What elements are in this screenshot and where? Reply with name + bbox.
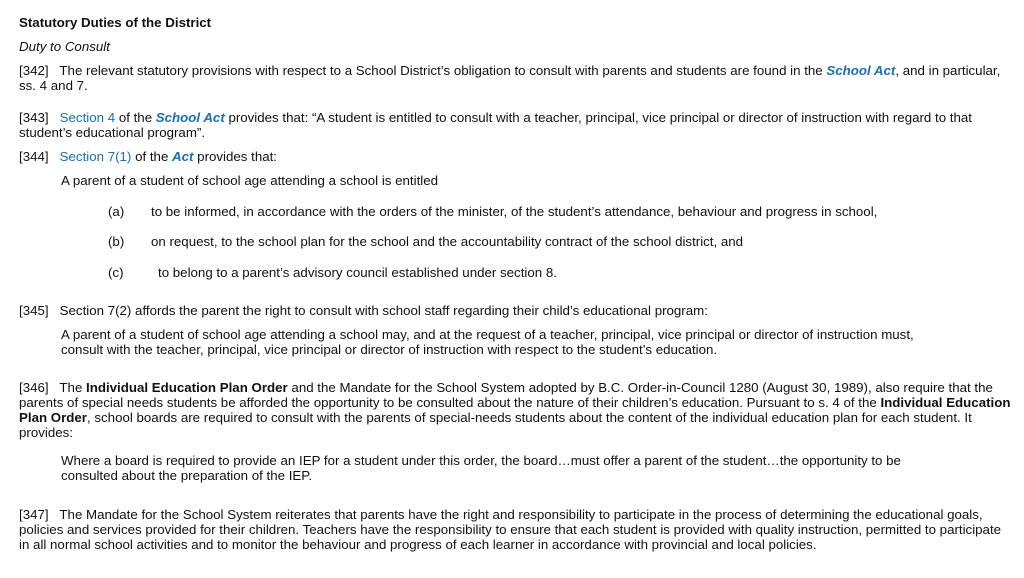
section-subheading: Duty to Consult xyxy=(19,39,110,54)
quote-344: A parent of a student of school age attending a school is entitled xyxy=(61,173,439,188)
paragraph-347 xyxy=(19,507,1014,552)
paragraph-343 xyxy=(19,110,1014,140)
paragraph-number: [342] xyxy=(19,63,49,78)
paragraph-text: Section 7(2) affords the parent the right to consult with school staff regarding their child’s educational program: xyxy=(59,303,708,318)
quote-346: Where a board is required to provide an IEP for a student under this order, the board…must offer a parent of the student…the opportunity to be consulted about the preparation of the IEP. xyxy=(61,453,901,483)
paragraph-344 xyxy=(19,149,1014,164)
paragraph-number: [346] xyxy=(19,380,49,395)
list-text: on request, to the school plan for the school and the accountability contract of the school district, and xyxy=(151,234,744,249)
paragraph-text: of the xyxy=(115,110,156,125)
paragraph-346 xyxy=(19,380,1014,440)
list-label: (b) xyxy=(108,234,125,249)
list-label: (c) xyxy=(108,265,124,280)
paragraph-text: The Mandate for the School System reiterates that parents have the right and responsibility to participate in the process of determining the educational goals, policies and services provided for their children. Teachers have the responsibility to ensure that each student is provided with quality instruction, permitted to participate in all normal school activities and to monitor the behaviour and progress of each learner in accordance with provincial and local policies. xyxy=(19,507,1002,552)
paragraph-number: [345] xyxy=(19,303,49,318)
school-act-link[interactable]: School Act xyxy=(155,110,225,125)
paragraph-text: and the Mandate for the School System adopted by B.C. Order-in-Council 1280 (August 30, 1989), also require that the parents of special needs students be afforded the opportunity to be consulted about the nature of their children’s education. Pursuant to s. 4 of the xyxy=(19,380,993,410)
section-heading: Statutory Duties of the District xyxy=(19,15,212,30)
paragraph-text: of the xyxy=(131,149,173,164)
iep-order-title: Individual Education Plan Order xyxy=(19,395,1011,425)
list-label: (a) xyxy=(108,204,125,219)
paragraph-text: provides that: xyxy=(193,149,278,164)
paragraph-text: The relevant statutory provisions with respect to a School District’s obligation to consult with parents and students are found in the xyxy=(59,63,827,78)
act-link[interactable]: Act xyxy=(172,149,194,164)
paragraph-number: [343] xyxy=(19,110,49,125)
section-7-1-link[interactable]: Section 7(1) xyxy=(59,149,132,164)
paragraph-text: The xyxy=(59,380,87,395)
iep-order-title: Individual Education Plan Order xyxy=(86,380,288,395)
quote-345: A parent of a student of school age attending a school may, and at the request of a teacher, principal, vice principal or director of instruction must, consult with the teacher, principal, vice principal or director of instruction with respect to the student’s education. xyxy=(61,327,914,357)
paragraph-number: [344] xyxy=(19,149,49,164)
paragraph-text: , school boards are required to consult with the parents of special-needs students about the content of the individual education plan for each student. It provides: xyxy=(19,410,972,440)
list-text: to belong to a parent’s advisory council established under section 8. xyxy=(158,265,557,280)
paragraph-text: , and in particular, ss. 4 and 7. xyxy=(19,63,1001,93)
paragraph-number: [347] xyxy=(19,507,49,522)
paragraph-345 xyxy=(19,303,1014,318)
section-4-link[interactable]: Section 4 xyxy=(59,110,116,125)
paragraph-text: provides that: “A student is entitled to consult with a teacher, principal, vice principal or director of instruction with regard to that student’s educational program”. xyxy=(19,110,972,140)
school-act-link[interactable]: School Act xyxy=(826,63,896,78)
list-text: to be informed, in accordance with the orders of the minister, of the student’s attendance, behaviour and progress in school, xyxy=(151,204,878,219)
paragraph-342 xyxy=(19,63,1014,93)
